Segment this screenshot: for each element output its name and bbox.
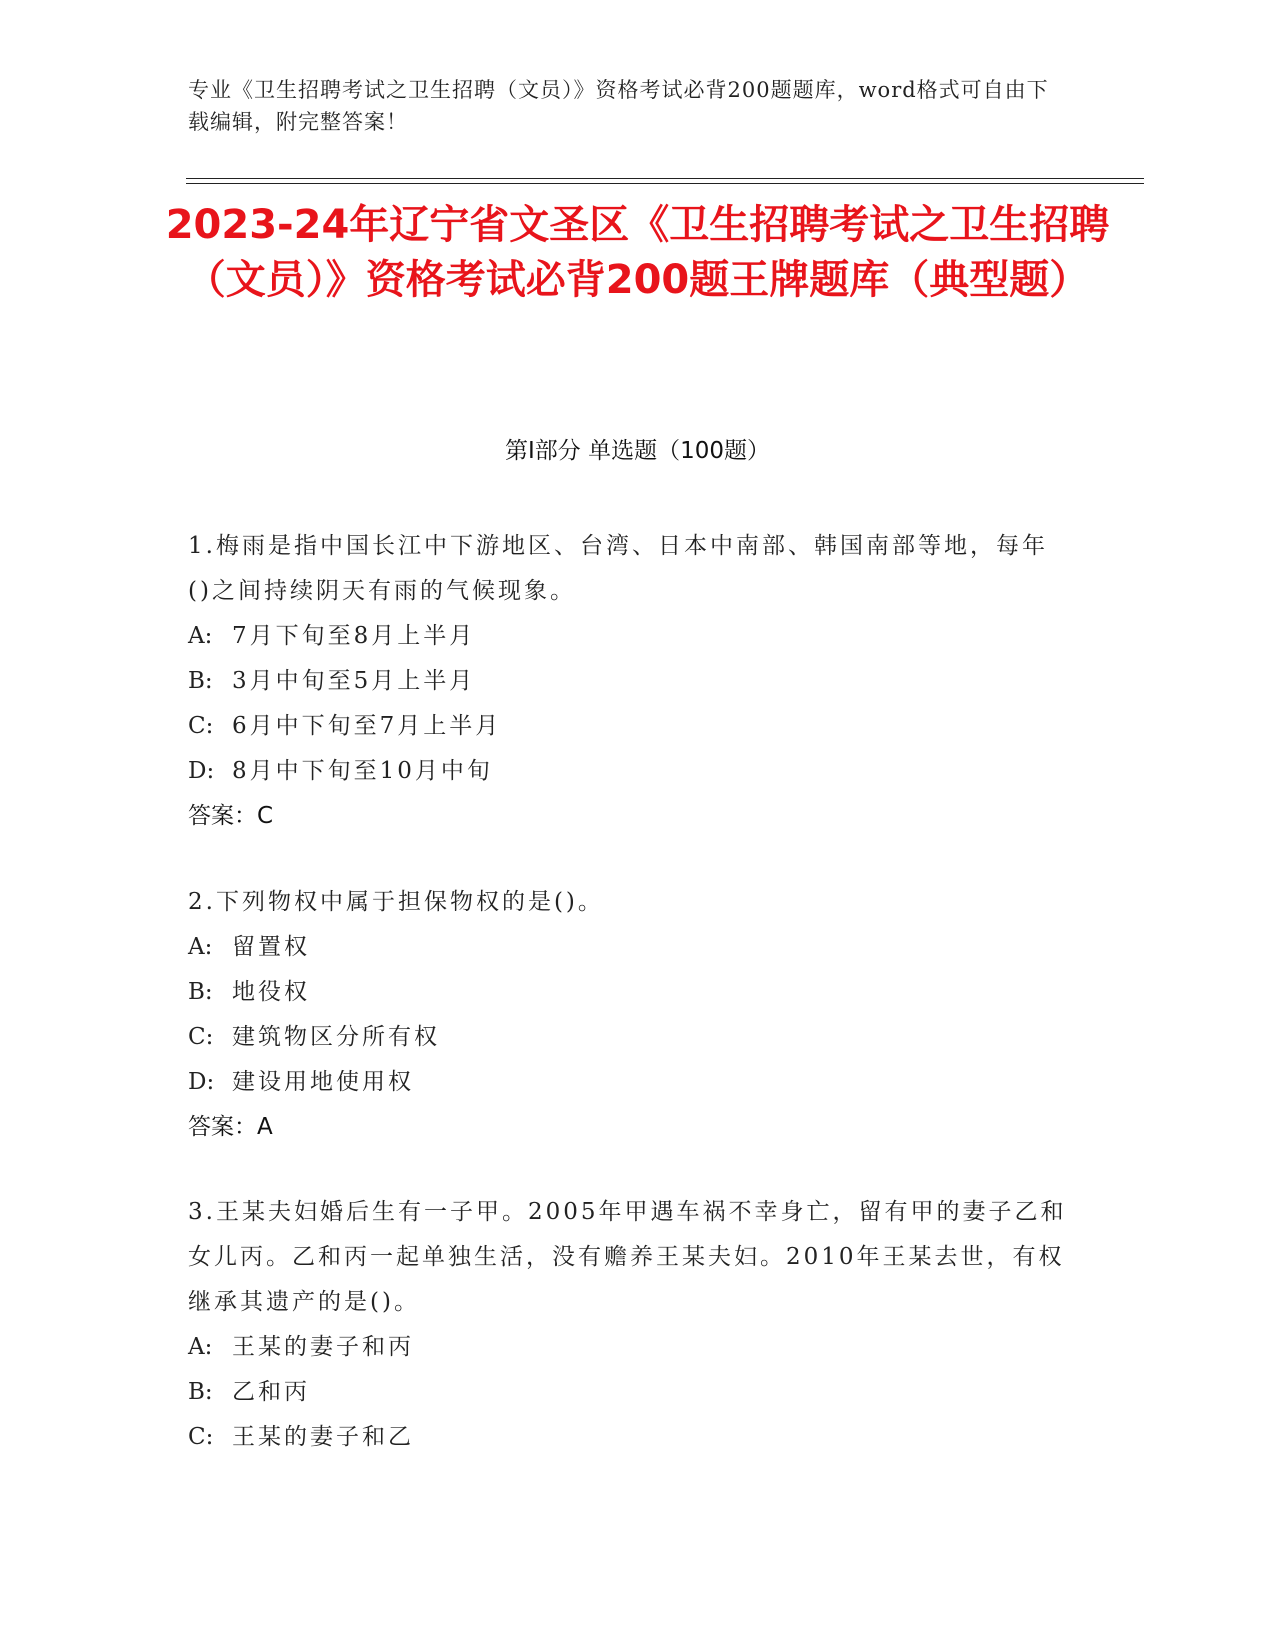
option-a bbox=[188, 925, 1068, 970]
option-text: 地役权 bbox=[232, 979, 310, 1005]
option-text: 3月中旬至5月上半月 bbox=[232, 668, 476, 694]
option-letter: B: bbox=[188, 979, 213, 1005]
option-letter: C: bbox=[188, 713, 214, 739]
option-letter: A: bbox=[188, 1334, 213, 1360]
answer: 答案：C bbox=[188, 803, 274, 829]
option-text: 建设用地使用权 bbox=[232, 1069, 414, 1095]
option-text: 王某的妻子和乙 bbox=[232, 1424, 414, 1450]
option-d bbox=[188, 1060, 1068, 1105]
option-letter: A: bbox=[188, 623, 213, 649]
question-1 bbox=[188, 524, 1068, 839]
option-letter: D: bbox=[188, 1069, 215, 1095]
option-text: 建筑物区分所有权 bbox=[232, 1024, 440, 1050]
option-letter: D: bbox=[188, 758, 215, 784]
option-text: 6月中下旬至7月上半月 bbox=[232, 713, 502, 739]
question-stem: 3.王某夫妇婚后生有一子甲。2005年甲遇车祸不幸身亡，留有甲的妻子乙和女儿丙。乙和丙一起单独生活，没有赡养王某夫妇。2010年王某去世，有权继承其遗产的是()。 bbox=[188, 1199, 1067, 1315]
question-stem: 2.下列物权中属于担保物权的是()。 bbox=[188, 889, 604, 915]
option-letter: C: bbox=[188, 1024, 214, 1050]
option-b bbox=[188, 1370, 1068, 1415]
option-c bbox=[188, 1415, 1068, 1460]
option-text: 乙和丙 bbox=[232, 1379, 310, 1405]
option-a bbox=[188, 1325, 1068, 1370]
option-text: 8月中下旬至10月中旬 bbox=[232, 758, 493, 784]
document-title: 2023-24年辽宁省文圣区《卫生招聘考试之卫生招聘（文员）》资格考试必背200题王牌题库（典型题） bbox=[165, 202, 1110, 303]
option-text: 王某的妻子和丙 bbox=[232, 1334, 414, 1360]
option-letter: B: bbox=[188, 668, 213, 694]
question-stem: 1.梅雨是指中国长江中下游地区、台湾、日本中南部、韩国南部等地，每年()之间持续阴天有雨的气候现象。 bbox=[188, 533, 1048, 604]
header-divider-top bbox=[186, 178, 1144, 179]
option-text: 7月下旬至8月上半月 bbox=[232, 623, 476, 649]
header-note: 专业《卫生招聘考试之卫生招聘（文员）》资格考试必背200题题库，word格式可自由下载编辑，附完整答案！ bbox=[188, 78, 1049, 134]
option-b bbox=[188, 970, 1068, 1015]
option-b bbox=[188, 659, 1068, 704]
section-title: 第Ⅰ部分 单选题（100题） bbox=[505, 438, 770, 464]
option-letter: C: bbox=[188, 1424, 214, 1450]
header-divider-bottom bbox=[186, 183, 1144, 184]
question-3 bbox=[188, 1190, 1068, 1460]
option-text: 留置权 bbox=[232, 934, 310, 960]
answer: 答案：A bbox=[188, 1114, 273, 1140]
option-letter: A: bbox=[188, 934, 213, 960]
option-letter: B: bbox=[188, 1379, 213, 1405]
option-c bbox=[188, 704, 1068, 749]
question-2 bbox=[188, 880, 1068, 1150]
option-d bbox=[188, 749, 1068, 794]
option-c bbox=[188, 1015, 1068, 1060]
option-a bbox=[188, 614, 1068, 659]
